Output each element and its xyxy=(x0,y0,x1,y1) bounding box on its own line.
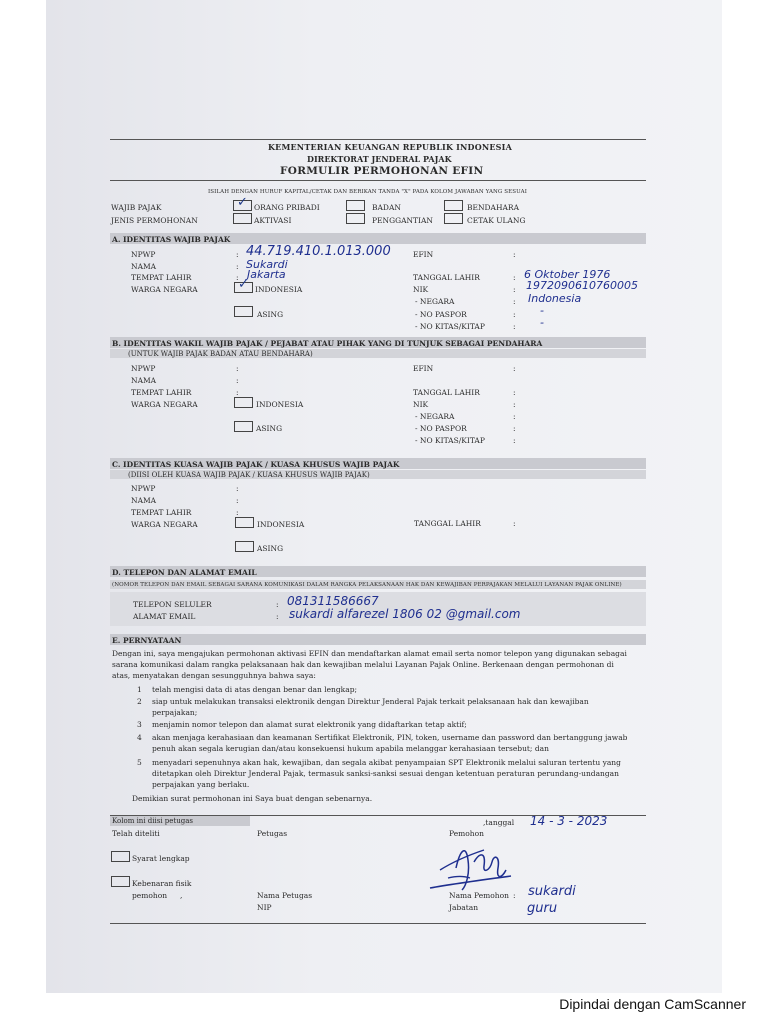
section-e-title: E. PERNYATAAN xyxy=(112,636,182,645)
b-indonesia-label: INDONESIA xyxy=(256,400,304,409)
a-npwp-colon: : xyxy=(236,250,239,259)
d-email-value: sukardi alfarezel 1806 02 @gmail.com xyxy=(289,607,521,621)
e-item-5-line-2: ditetapkan oleh Direktur Jenderal Pajak, termasuk sanksi-sanksi sesuai dengan ketentuan peraturan perundang-undangan xyxy=(152,769,619,778)
header-top-rule xyxy=(110,139,646,140)
option-orang-pribadi: ORANG PRIBADI xyxy=(254,203,320,212)
e-item-1-line-1: telah mengisi data di atas dengan benar dan lengkap; xyxy=(152,685,358,694)
a-nik-value: 1972090610760005 xyxy=(526,279,638,292)
a-asing-label: ASING xyxy=(257,310,284,319)
checkbox-kebenaran-fisik[interactable] xyxy=(111,876,130,887)
e-item-4-num: 4 xyxy=(137,733,142,742)
syarat-lengkap-label: Syarat lengkap xyxy=(132,854,190,863)
section-d-subtitle: (NOMOR TELEPON DAN EMAIL SEBAGAI SARANA KOMUNIKASI DALAM RANGKA PELAKSANAAN HAK DAN KEWAJIBAN PERPAJAKAN MELALUI LAYANAN PAJAK ONLINE) xyxy=(112,582,622,588)
e-item-5-line-1: menyadari sepenuhnya akan hak, kewajiban, dan segala akibat penyampaian SPT Elektronik melalui saluran tertentu yang xyxy=(152,758,621,767)
nama-pemohon-label: Nama Pemohon xyxy=(449,891,509,900)
c-checkbox-indonesia[interactable] xyxy=(235,517,254,528)
b-efin-colon: : xyxy=(513,364,516,373)
checkbox-aktivasi[interactable] xyxy=(233,213,252,224)
b-npwp-colon: : xyxy=(236,364,239,373)
d-telepon-label: TELEPON SELULER xyxy=(133,600,212,609)
a-no-paspor-colon: : xyxy=(513,310,516,319)
c-nama-label: NAMA xyxy=(131,496,157,505)
section-e-bar xyxy=(110,634,646,645)
option-badan: BADAN xyxy=(372,203,401,212)
option-cetak-ulang: CETAK ULANG xyxy=(467,216,526,225)
a-no-kitas-value: - xyxy=(540,316,544,329)
tanggal-value: 14 - 3 - 2023 xyxy=(530,814,608,828)
c-npwp-label: NPWP xyxy=(131,484,156,493)
header-bottom-rule xyxy=(110,180,646,181)
c-checkbox-asing[interactable] xyxy=(235,541,254,552)
e-closing: Demikian surat permohonan ini Saya buat dengan sebenarnya. xyxy=(132,794,373,803)
b-asing-label: ASING xyxy=(256,424,283,433)
a-indonesia-label: INDONESIA xyxy=(255,285,303,294)
option-penggantian: PENGGANTIAN xyxy=(372,216,433,225)
b-checkbox-asing[interactable] xyxy=(234,421,253,432)
e-item-3-num: 3 xyxy=(137,720,142,729)
checkbox-bendahara[interactable] xyxy=(444,200,463,211)
wajib-pajak-label: WAJIB PAJAK xyxy=(111,203,162,212)
e-intro-line-3: atas, menyatakan dengan sesungguhnya bahwa saya: xyxy=(112,671,316,680)
a-nik-colon: : xyxy=(513,285,516,294)
petugas-label: Petugas xyxy=(257,829,288,838)
b-tempat-lahir-label: TEMPAT LAHIR xyxy=(131,388,192,397)
camscanner-watermark: Dipindai dengan CamScanner xyxy=(559,996,746,1012)
form-title: FORMULIR PERMOHONAN EFIN xyxy=(280,165,484,177)
e-intro-line-1: Dengan ini, saya mengajukan permohonan aktivasi EFIN dan mendaftarkan alamat email serta nomor telepon yang digunakan sebagai xyxy=(112,649,627,658)
b-tanggal-lahir-label: TANGGAL LAHIR xyxy=(413,388,480,397)
a-checkmark-indonesia: ✓ xyxy=(238,277,249,292)
nama-pemohon-value: sukardi xyxy=(528,884,576,899)
section-c-title: C. IDENTITAS KUASA WAJIB PAJAK / KUASA KHUSUS WAJIB PAJAK xyxy=(112,460,400,469)
a-warga-negara-label: WARGA NEGARA xyxy=(131,285,198,294)
e-item-2-line-1: siap untuk melakukan transaksi elektronik dengan Direktur Jenderal Pajak terkait pelaksanaan hak dan kewajiban xyxy=(152,697,589,706)
bottom-block-rule xyxy=(110,923,646,924)
a-tempat-lahir-colon: : xyxy=(236,273,239,282)
checkbox-syarat-lengkap[interactable] xyxy=(111,851,130,862)
checkmark-orang-pribadi: ✓ xyxy=(237,195,248,210)
jabatan-value: guru xyxy=(527,901,558,916)
b-no-kitas-label: - NO KITAS/KITAP xyxy=(415,436,485,445)
e-item-4-line-1: akan menjaga kerahasiaan dan keamanan Sertifikat Elektronik, PIN, token, username dan password dan bertanggung jawab xyxy=(152,733,628,742)
c-indonesia-label: INDONESIA xyxy=(257,520,305,529)
d-telepon-value: 081311586667 xyxy=(287,594,379,608)
section-c-subtitle: (DIISI OLEH KUASA WAJIB PAJAK / KUASA KHUSUS WAJIB PAJAK) xyxy=(128,471,370,479)
e-item-2-line-2: perpajakan; xyxy=(152,708,198,717)
a-no-paspor-value: - xyxy=(540,304,544,317)
section-d-title: D. TELEPON DAN ALAMAT EMAIL xyxy=(112,568,257,577)
c-npwp-colon: : xyxy=(236,484,239,493)
d-email-label: ALAMAT EMAIL xyxy=(133,612,196,621)
b-npwp-label: NPWP xyxy=(131,364,156,373)
a-nama-colon: : xyxy=(236,262,239,271)
b-no-paspor-colon: : xyxy=(513,424,516,433)
a-tempat-lahir-label: TEMPAT LAHIR xyxy=(131,273,192,282)
a-tanggal-lahir-colon: : xyxy=(513,273,516,282)
a-nama-label: NAMA xyxy=(131,262,157,271)
c-tempat-lahir-colon: : xyxy=(236,508,239,517)
b-tanggal-lahir-colon: : xyxy=(513,388,516,397)
pemohon-label: Pemohon xyxy=(449,829,484,838)
b-tempat-lahir-colon: : xyxy=(236,388,239,397)
a-no-kitas-label: - NO KITAS/KITAP xyxy=(415,322,485,331)
b-no-paspor-label: - NO PASPOR xyxy=(415,424,467,433)
b-warga-negara-label: WARGA NEGARA xyxy=(131,400,198,409)
a-nama-value: Sukardi xyxy=(246,258,288,271)
c-warga-negara-label: WARGA NEGARA xyxy=(131,520,198,529)
tanggal-prefix: ,tanggal xyxy=(483,818,515,827)
ministry-name: KEMENTERIAN KEUANGAN REPUBLIK INDONESIA xyxy=(268,142,513,152)
a-no-kitas-colon: : xyxy=(513,322,516,331)
pemohon-small-label: pemohon xyxy=(132,891,168,900)
jenis-permohonan-label: JENIS PERMOHONAN xyxy=(111,216,198,225)
d-telepon-colon: : xyxy=(276,600,279,609)
checkbox-cetak-ulang[interactable] xyxy=(444,213,463,224)
e-item-1-num: 1 xyxy=(137,685,142,694)
b-efin-label: EFIN xyxy=(413,364,434,373)
b-nik-label: NIK xyxy=(413,400,429,409)
e-item-4-line-2: penuh akan segala kerugian dan/atau konsekuensi hukum apabila melanggar kerahasiaan tersebut; dan xyxy=(152,744,549,753)
section-b-subtitle: (UNTUK WAJIB PAJAK BADAN ATAU BENDAHARA) xyxy=(128,350,313,358)
b-no-kitas-colon: : xyxy=(513,436,516,445)
b-checkbox-indonesia[interactable] xyxy=(234,397,253,408)
option-bendahara: BENDAHARA xyxy=(467,203,519,212)
a-npwp-value: 44.719.410.1.013.000 xyxy=(246,244,391,259)
c-tempat-lahir-label: TEMPAT LAHIR xyxy=(131,508,192,517)
telah-diteliti-label: Telah diteliti xyxy=(112,829,160,838)
c-tanggal-lahir-colon: : xyxy=(513,519,516,528)
a-no-paspor-label: - NO PASPOR xyxy=(415,310,467,319)
e-item-3-line-1: menjamin nomor telepon dan alamat surat elektronik yang didaftarkan tetap aktif; xyxy=(152,720,467,729)
nama-pemohon-colon: : xyxy=(513,891,516,900)
directorate-name: DIREKTORAT JENDERAL PAJAK xyxy=(307,154,452,164)
d-email-colon: : xyxy=(276,612,279,621)
e-item-5-line-3: perpajakan yang berlaku. xyxy=(152,780,250,789)
pemohon-small-comma: , xyxy=(180,891,183,900)
b-nama-colon: : xyxy=(236,376,239,385)
b-negara-colon: : xyxy=(513,412,516,421)
checkbox-penggantian[interactable] xyxy=(346,213,365,224)
b-negara-label: - NEGARA xyxy=(415,412,455,421)
a-tanggal-lahir-label: TANGGAL LAHIR xyxy=(413,273,480,282)
a-nik-label: NIK xyxy=(413,285,429,294)
a-efin-label: EFIN xyxy=(413,250,434,259)
instruction-text: ISILAH DENGAN HURUF KAPITAL/CETAK DAN BERIKAN TANDA "X" PADA KOLOM JAWABAN YANG SESUAI xyxy=(208,189,528,195)
kolom-petugas-label: Kolom ini diisi petugas xyxy=(112,817,193,825)
checkbox-badan[interactable] xyxy=(346,200,365,211)
a-checkbox-asing[interactable] xyxy=(234,306,253,317)
option-aktivasi: AKTIVASI xyxy=(254,216,292,225)
a-npwp-label: NPWP xyxy=(131,250,156,259)
nama-petugas-label: Nama Petugas xyxy=(257,891,313,900)
c-tanggal-lahir-label: TANGGAL LAHIR xyxy=(414,519,481,528)
c-nama-colon: : xyxy=(236,496,239,505)
e-item-2-num: 2 xyxy=(137,697,142,706)
c-asing-label: ASING xyxy=(257,544,284,553)
e-intro-line-2: sarana komunikasi dalam rangka pelaksanaan hak dan kewajiban melalui Layanan Pajak Online. Berkenaan dengan permohonan di xyxy=(112,660,614,669)
section-b-title: B. IDENTITAS WAKIL WAJIB PAJAK / PEJABAT ATAU PIHAK YANG DI TUNJUK SEBAGAI PENDAHARA xyxy=(112,339,543,348)
nip-label: NIP xyxy=(257,903,272,912)
e-item-5-num: 5 xyxy=(137,758,142,767)
a-negara-label: - NEGARA xyxy=(415,297,455,306)
section-a-title: A. IDENTITAS WAJIB PAJAK xyxy=(112,235,231,244)
a-tempat-lahir-value: Jakarta xyxy=(247,268,286,281)
kebenaran-fisik-label: Kebenaran fisik xyxy=(132,879,192,888)
jabatan-label: Jabatan xyxy=(449,903,479,912)
a-negara-colon: : xyxy=(513,297,516,306)
b-nama-label: NAMA xyxy=(131,376,157,385)
b-nik-colon: : xyxy=(513,400,516,409)
a-negara-value: Indonesia xyxy=(528,292,582,305)
signature-graphic xyxy=(426,840,526,898)
a-efin-colon: : xyxy=(513,250,516,259)
a-tanggal-lahir-value: 6 Oktober 1976 xyxy=(524,268,611,281)
